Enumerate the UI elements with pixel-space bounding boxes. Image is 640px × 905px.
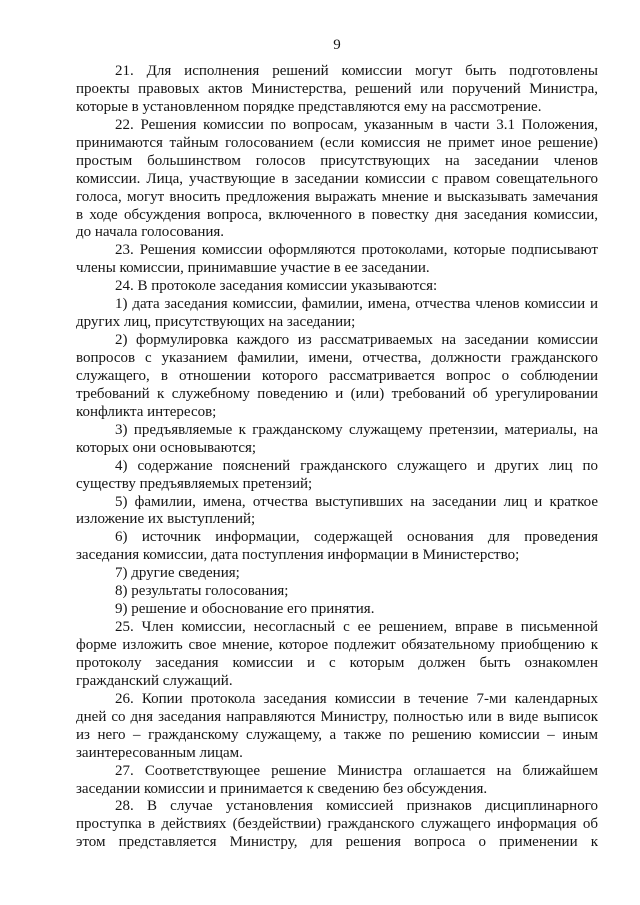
paragraph-28	[76, 798, 598, 852]
list-item-2	[76, 332, 598, 422]
list-item-8	[76, 583, 598, 601]
paragraph-line: 23. Решения комиссии оформляются протоколами, которые подписывают	[115, 242, 598, 259]
paragraph-21	[76, 63, 598, 117]
paragraph-26	[76, 691, 598, 763]
paragraph-line: из него – гражданскому служащему, а также по решению комиссии – иным	[76, 726, 598, 743]
paragraph-line: дней со дня заседания направляются Министру, полностью или в виде выписок	[76, 708, 598, 725]
paragraph-line: проекты правовых актов Министерства, решений или поручений Министра,	[76, 80, 598, 97]
paragraph-line: 2) формулировка каждого из рассматриваемых на заседании комиссии	[115, 332, 598, 349]
paragraph-line: 3) предъявляемые к гражданскому служащему претензии, материалы, на	[115, 421, 598, 438]
paragraph-line: других лиц, присутствующих на заседании;	[76, 314, 356, 331]
paragraph-line: 7) другие сведения;	[115, 565, 240, 582]
paragraph-line: которых они основываются;	[76, 439, 257, 456]
paragraph-line: 22. Решения комиссии по вопросам, указанным в части 3.1 Положения,	[115, 116, 598, 133]
paragraph-line: служащего, в отношении которого рассматривается вопрос о соблюдении	[76, 367, 598, 384]
paragraph-line: 25. Член комиссии, несогласный с ее решением, вправе в письменной	[115, 619, 598, 636]
paragraph-25	[76, 619, 598, 691]
list-item-4	[76, 458, 598, 494]
paragraph-line: существу предъявляемых претензий;	[76, 475, 313, 492]
paragraph-line: 8) результаты голосования;	[115, 583, 289, 600]
paragraph-line: 27. Соответствующее решение Министра оглашается на ближайшем	[115, 762, 598, 779]
page-number: 9	[333, 37, 341, 53]
paragraph-line: комиссии. Лица, участвующие в заседании комиссии с правом совещательного	[76, 170, 598, 187]
paragraph-line: голоса, могут вносить предложения выражать мнение и высказывать замечания	[76, 188, 598, 205]
paragraph-22	[76, 117, 598, 243]
paragraph-line: протоколу заседания комиссии и с которым должен быть ознакомлен	[76, 654, 598, 671]
paragraph-line: 21. Для исполнения решений комиссии могут быть подготовлены	[115, 63, 598, 79]
paragraph-line: 1) дата заседания комиссии, фамилии, имена, отчества членов комиссии и	[115, 296, 598, 313]
document-body	[76, 63, 598, 852]
paragraph-line: изложение их выступлений;	[76, 511, 256, 528]
paragraph-line: 24. В протоколе заседания комиссии указываются:	[115, 278, 438, 295]
paragraph-line: 5) фамилии, имена, отчества выступивших на заседании лиц и краткое	[115, 493, 598, 510]
list-item-1	[76, 296, 598, 332]
paragraph-line: вопросов с указанием фамилии, имени, отчества, должности гражданского	[76, 350, 598, 366]
paragraph-line: заседания комиссии, дата поступления информации в Министерство;	[76, 547, 520, 564]
paragraph-line: требований к служебному поведению и (или) требований об урегулировании	[76, 385, 598, 402]
paragraph-line: в ходе обсуждения вопроса, включенного в повестку дня заседания комиссии,	[76, 206, 598, 223]
paragraph-line: простым большинством голосов присутствующих на заседании членов	[76, 152, 598, 169]
paragraph-line: 4) содержание пояснений гражданского служащего и других лиц по	[115, 457, 598, 474]
paragraph-line: проступка в действиях (бездействии) гражданского служащего информация об	[76, 816, 598, 833]
paragraph-23	[76, 242, 598, 278]
list-item-5	[76, 494, 598, 530]
paragraph-line: которые в установленном порядке представляются ему на рассмотрение.	[76, 98, 542, 115]
paragraph-line: 28. В случае установления комиссией признаков дисциплинарного	[115, 798, 598, 815]
paragraph-line: до начала голосования.	[76, 224, 225, 241]
paragraph-24	[76, 278, 598, 296]
list-item-9	[76, 601, 598, 619]
paragraph-line: члены комиссии, принимавшие участие в ее заседании.	[76, 260, 430, 277]
paragraph-line: 26. Копии протокола заседания комиссии в течение 7-ми календарных	[115, 690, 598, 707]
list-item-7	[76, 565, 598, 583]
paragraph-line: форме изложить свое мнение, которое подлежит обязательному приобщению к	[76, 637, 598, 653]
paragraph-27	[76, 763, 598, 799]
paragraph-line: 9) решение и обоснование его принятия.	[115, 601, 375, 618]
paragraph-line: гражданский служащий.	[76, 672, 233, 689]
paragraph-line: заинтересованным лицам.	[76, 744, 243, 761]
list-item-3	[76, 422, 598, 458]
paragraph-line: 6) источник информации, содержащей основания для проведения	[115, 529, 598, 546]
list-item-6	[76, 529, 598, 565]
paragraph-line: этом представляется Министру, для решения вопроса о применении к	[76, 834, 598, 851]
paragraph-line: конфликта интересов;	[76, 403, 217, 420]
paragraph-line: заседании комиссии и принимается к сведению без обсуждения.	[76, 780, 488, 797]
paragraph-line: принимаются тайным голосованием (если комиссия не примет иное решение)	[76, 134, 598, 151]
